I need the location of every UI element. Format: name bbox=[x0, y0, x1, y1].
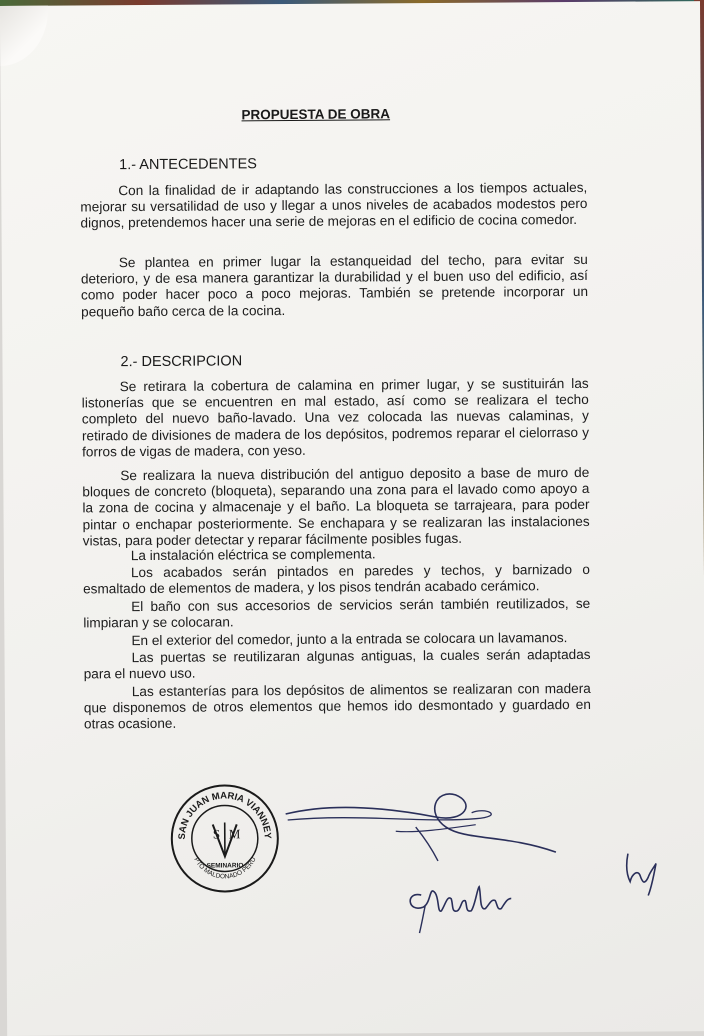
signature-initials bbox=[618, 849, 668, 899]
paragraph: Las puertas se reutilizaran algunas antiguas, la cuales serán adaptadas para el nuevo uso. bbox=[84, 647, 591, 683]
svg-text:M: M bbox=[229, 826, 241, 841]
document-page bbox=[0, 1, 704, 1036]
signature-flourish bbox=[275, 782, 576, 874]
paragraph: Se retirara la cobertura de calamina en primer lugar, y se sustituirán las listonerías que se encuentren en mal estado, así como se realizara el techo completo del nuevo baño-lavado. Una vez colocada las nuevas calaminas, y retirado de divisiones de madera de los depósitos, podremos reparar el cielorraso y forros de vigas de madera, con yeso. bbox=[82, 376, 590, 461]
paragraph: Se realizara la nueva distribución del antiguo deposito a base de muro de bloques de concreto (bloqueta), separando una zona para el lavado como apoyo a la zona de cocina y almacenaje y el baño. La bloqueta se tarrajeara, para poder pintar o enchapar posteriormente. Se enchapara y se realizaran las instalaciones vistas, para poder detectar y reparar fácilmente posibles fugas. bbox=[82, 465, 590, 550]
document-title: PROPUESTA DE OBRA bbox=[1, 105, 631, 124]
paragraph: La instalación eléctrica se complementa. bbox=[83, 545, 590, 565]
paragraph: Se plantea en primer lugar la estanqueidad del techo, para evitar su deterioro, y de esa manera garantizar la durabilidad y el buen uso del edificio, así como poder hacer poco a poco mejoras. También se pretende incorporar un pequeño baño cerca de la cocina. bbox=[81, 252, 588, 320]
signature-cidar bbox=[401, 864, 521, 935]
seminary-seal bbox=[168, 782, 281, 895]
svg-text:S: S bbox=[213, 826, 220, 841]
section-heading-descripcion: 2.- DESCRIPCION bbox=[120, 353, 242, 370]
paragraph: El baño con sus accesorios de servicios serán también reutilizados, se limpiaran y se colocaran. bbox=[83, 596, 590, 632]
page-fold-corner bbox=[0, 6, 48, 66]
section-heading-antecedentes: 1.- ANTECEDENTES bbox=[119, 156, 257, 173]
paragraph: Los acabados serán pintados en paredes y techos, y barnizado o esmaltado de elementos de madera, y los pisos tendrán acabado cerámico. bbox=[83, 562, 590, 598]
svg-text:PTO MALDONADO PERU: PTO MALDONADO PERU bbox=[192, 856, 258, 881]
paragraph: Con la finalidad de ir adaptando las construcciones a los tiempos actuales, mejorar su versatilidad de uso y llegar a unos niveles de acabados modestos pero dignos, pretendemos hacer una serie de mejoras en el edificio de cocina comedor. bbox=[80, 180, 587, 232]
svg-text:SAN JUAN MARIA VIANNEY: SAN JUAN MARIA VIANNEY bbox=[176, 790, 273, 840]
paragraph: En el exterior del comedor, junto a la entrada se colocara un lavamanos. bbox=[83, 630, 590, 650]
svg-text:SEMINARIO: SEMINARIO bbox=[207, 862, 244, 869]
paragraph: Las estanterías para los depósitos de alimentos se realizaran con madera que disponemos de otros elementos que hemos ido desmontado y guardado en otras ocasione. bbox=[84, 681, 591, 733]
